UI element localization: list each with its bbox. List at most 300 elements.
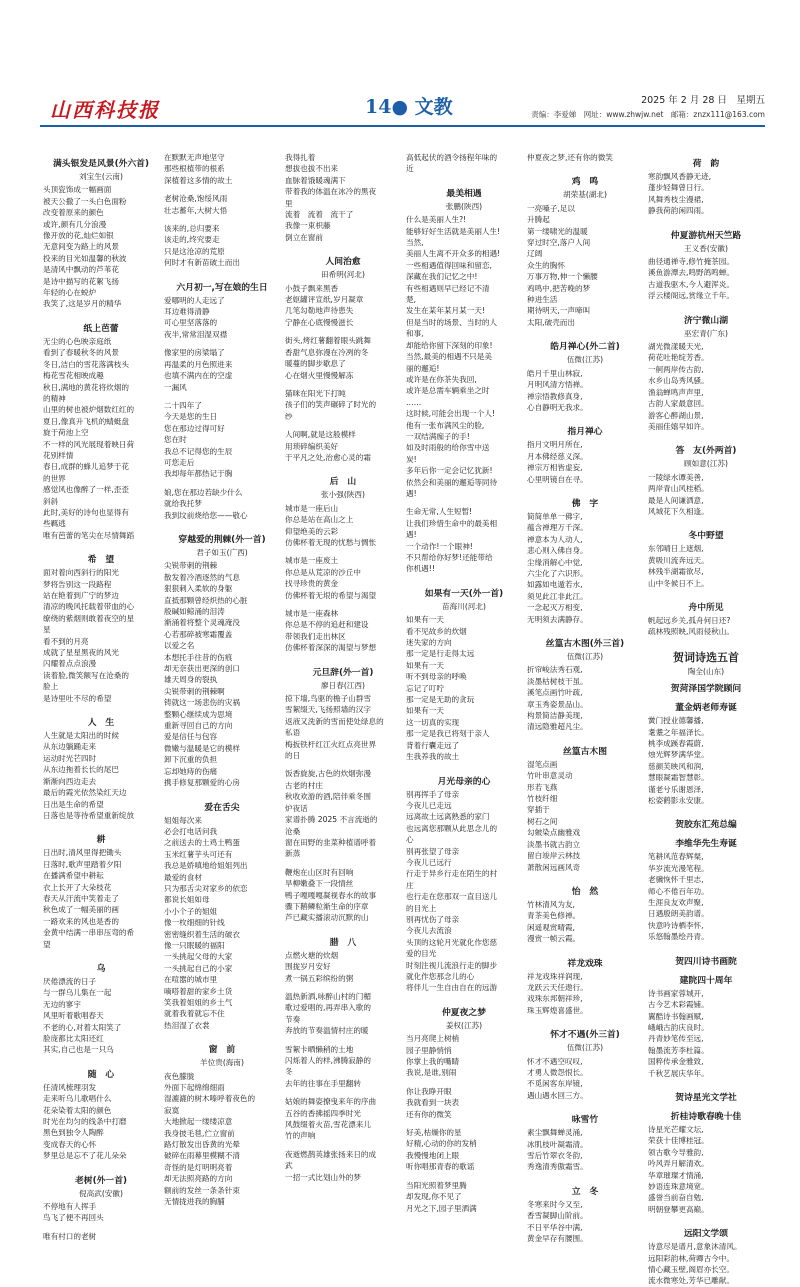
poem-line: 只是这沧凉的荒原 <box>164 246 225 256</box>
poem-line: 无情拢进我的胸脯 <box>164 1197 225 1207</box>
poem-line: 也远离您那颗从此思念儿的 <box>406 823 498 833</box>
text-column-6 <box>648 152 764 1286</box>
poem-line: 黑色到独令人陶醉 <box>43 1128 104 1138</box>
poem-line: 他有一张布满风尘的脸, <box>406 420 485 430</box>
poem-line: 翰墨流芳李杜篇。 <box>648 1045 709 1055</box>
poem-line: 我身披毛毯,伫立窗前 <box>164 1128 235 1138</box>
poem-line: 饭香旋旋,古色的炊烟弥漫 <box>285 769 371 779</box>
poem-title: 元旦辞(外一首) <box>312 667 374 678</box>
spacer <box>285 654 401 661</box>
poem-title: 李维华先生寿诞 <box>675 839 737 850</box>
spacer <box>406 1173 522 1180</box>
spacer <box>406 175 522 182</box>
poem-line: 一招一式比划山外的梦 <box>285 1172 361 1182</box>
poem-line: 园子里静悄悄 <box>406 1045 452 1055</box>
poem-line: 渐渐向西边走去 <box>43 776 97 786</box>
poem-line: 走来听乌儿歌唱什么 <box>43 1094 112 1104</box>
poem-line: 小小个子的姐姐 <box>164 906 218 916</box>
poem-line: 芦已藏实播滚动沉默的山 <box>285 913 369 923</box>
poem-line: 你总是从荒凉的沙丘中 <box>285 567 361 577</box>
poem-title: 舟中所见 <box>688 602 724 613</box>
text-column-4 <box>406 152 522 1242</box>
poem-line: 渐涌着将整个灵魂淹没 <box>164 618 240 628</box>
poem-line: 最爱的食材 <box>164 872 202 882</box>
poem-line: 湖光微漾暖天光, <box>648 342 704 352</box>
poem-line: 心若那碎被寒霜覆盖 <box>164 629 233 639</box>
spacer <box>43 1056 159 1063</box>
poem-line: 发生在某年某月某一天! <box>406 306 485 316</box>
spacer <box>285 1142 401 1149</box>
poem-line: 必会打电话问我 <box>164 826 218 836</box>
poem-line: 望 <box>43 939 51 949</box>
poem-line: 冬日,洁白的雪花落满枝头 <box>43 359 129 369</box>
poem-line: 城市是一座后山 <box>285 503 339 513</box>
spacer <box>648 943 764 950</box>
poem-line: 无明须去满静存。 <box>527 614 588 624</box>
poem-line: 别再忧伤了母亲 <box>406 914 460 924</box>
poem-line: 一舸两岸传古韵, <box>648 364 704 374</box>
poem-line: 风里听着歌唱春天 <box>43 1011 104 1021</box>
poem-line: 窗在田野的韭菜种植谱呼着 <box>285 837 377 847</box>
poem-line: 热泪湿了衣裳 <box>164 1020 210 1030</box>
poem-line: 穿过时空,落户人间 <box>527 238 591 248</box>
poem-line: 穿插于 <box>527 805 550 815</box>
poem-line: 其实,自己也是一只乌 <box>43 1045 114 1055</box>
poem-line: 依然会和美丽的邂逅等同待 <box>406 477 498 487</box>
poem-line: 让我们珍惜生命中的最美相 <box>406 518 498 528</box>
spacer <box>527 163 643 170</box>
poem-line: 被天公撒了一头白色面粉 <box>43 196 127 206</box>
poem-line: 你掌上我的嘴睛 <box>406 1057 460 1067</box>
poem-line: 与一群乌儿集在一起 <box>43 988 112 998</box>
poem-line: 此时,美好的诗句也显得有 <box>43 507 129 517</box>
poem-line: 盛誉当前奋自勉, <box>648 1193 704 1203</box>
poem-line: 楚, <box>406 295 417 305</box>
poem-line: 耳边难得清静 <box>164 307 210 317</box>
spacer <box>164 216 280 223</box>
poem-line: 深植着这多情的故土 <box>164 175 233 185</box>
poem-line: 静我荷韵闲四雨。 <box>648 206 709 216</box>
poem-line: 或许是在你茶失我回, <box>406 374 477 384</box>
poem-line: 黉门授业德馨播, <box>648 716 704 726</box>
poem-line: 风鼓缀着火苗,雪花漂来儿 <box>285 1120 371 1130</box>
poem-line: 炉夜话 <box>285 803 308 813</box>
spacer <box>406 499 522 506</box>
poem-title: 贺菏泽国学院顾问 <box>670 684 742 695</box>
poem-line: 奔放的节奏温情村庄的暖 <box>285 1026 369 1036</box>
poem-author: 田希明(河北) <box>321 270 365 280</box>
poem-title: 人 生 <box>87 718 115 729</box>
poem-line: 卸下沉重的负担 <box>164 755 218 765</box>
poem-line: 竹的声响 <box>285 1131 316 1141</box>
poem-line: 背着行囊走远了 <box>406 740 460 750</box>
poem-line: 我笑了,这是岁月的精华 <box>43 299 122 309</box>
poem-line: 夜逝燃鹊英雄张扬来日的成 <box>285 1149 377 1159</box>
spacer <box>527 328 643 335</box>
poem-line: 可您走后 <box>164 457 195 467</box>
poem-line: 都说长姐如母 <box>164 895 210 905</box>
poem-line: 仿佛杯着深深的渴望与梦想 <box>285 643 377 653</box>
poem-line: 期待明天,一声啼叫 <box>527 306 591 316</box>
poem-line: 我就看到一块表 <box>406 1098 460 1108</box>
poem-line: 却发现,你不见了 <box>406 1192 462 1202</box>
poem-line: 铸就这一场悲伤的灾祸 <box>164 698 240 708</box>
poem-line: 去年的往事在手里翻转 <box>285 1078 361 1088</box>
poem-line: 湿笔点画 <box>527 759 558 769</box>
poem-line: 血脉着饿暖魂满下 <box>285 175 346 185</box>
poem-line: 国粹传承金雅致, <box>648 1057 704 1067</box>
poem-line: 当然, <box>406 238 424 248</box>
poem-title: 贺四川诗书画院 <box>675 956 737 967</box>
poem-line: 构景简洁静美现, <box>527 711 583 721</box>
poem-line: 看不见故乡的炊烟 <box>406 626 467 636</box>
spacer <box>285 984 401 991</box>
poem-line: 素尘飘舞蝉灵涌, <box>527 1128 583 1138</box>
spacer <box>648 217 764 224</box>
poem-line: 一头挑起自己的小家 <box>164 963 233 973</box>
poem-line: 如露如电遁若水, <box>527 580 583 590</box>
poem-title: 荷 韵 <box>692 159 720 169</box>
spacer <box>164 789 280 796</box>
poem-line: 遇! <box>406 530 417 540</box>
spacer <box>285 924 401 931</box>
poem-line: 生我养我的故土 <box>406 752 460 762</box>
poem-line: 烛光辉梦满华堂。 <box>648 750 709 760</box>
poem-line: 嘀嗒着甜的家乡土货 <box>164 986 233 996</box>
poem-line: 掠下墙,鸟驱的檐子山群雪 <box>285 694 371 704</box>
poem-line: 山中冬候日不上。 <box>648 578 709 588</box>
poem-line: 风舞秀枝尘漫裙, <box>648 194 704 204</box>
spacer <box>43 821 159 828</box>
poem-line: 就给我托梦 <box>164 499 202 509</box>
poem-line: 老骥恢怀千里志, <box>648 875 704 885</box>
poem-line: 渔翁蝉鸣声声里, <box>648 387 704 397</box>
poem-line: 不日平华谷中满, <box>527 1222 583 1232</box>
poem-line: 远离故土远离熟悉的家门 <box>406 812 490 822</box>
poem-line: 散发着冷酒逐然的气息 <box>164 572 240 582</box>
poem-title: 远阳文学颂 <box>684 1229 728 1240</box>
spacer <box>527 873 643 880</box>
poem-line: 太阳,破壳而出 <box>527 317 575 327</box>
text-column-5 <box>527 152 643 1242</box>
poem-line: 日出时,清风里得把锄头 <box>43 848 122 858</box>
poem-title: 答 友(外两首) <box>675 446 737 457</box>
poem-line: 有些相遇则早已经记不清 <box>406 283 490 293</box>
poem-line: 如果有一天 <box>406 706 444 716</box>
poem-line: 当然,最美的相遇不只是美 <box>406 352 492 362</box>
poem-line: 春日,成群的蜂儿追梦于花 <box>43 462 129 472</box>
masthead <box>40 92 765 124</box>
poem-line: 玉米红薯芋头可还有 <box>164 849 233 859</box>
page-section-label: 14● 文教 <box>365 96 453 118</box>
poem-line: 也填不满内在的空虚 <box>164 371 233 381</box>
poem-line: 六尘化了六识形。 <box>527 568 588 578</box>
poem-line: 快意吟诗栖李怀, <box>648 920 704 930</box>
poem-line: 就着我着就忘不住 <box>164 1009 225 1019</box>
poem-line: 美丽佳嬉早如许。 <box>648 421 709 431</box>
poem-line: 山里的树也被炉烟数红红的 <box>43 405 135 415</box>
poem-line: 之前送去的土鸡土鸭蛋 <box>164 838 240 848</box>
poem-line: 东邻晴日上遮烟, <box>648 544 704 554</box>
poem-line: 您在那边过得可好 <box>164 423 225 433</box>
poem-line: 如果有一天 <box>406 660 444 670</box>
poem-line: 狠狠刺入柔软的身躯 <box>164 584 233 594</box>
poem-line: 五谷的香拂摇四季时光 <box>285 1108 361 1118</box>
spacer <box>648 1079 764 1086</box>
poem-line: 一头挑起父母的大家 <box>164 952 233 962</box>
poem-title: 怡 然 <box>571 886 599 897</box>
poem-line: 姑娘的舞姿撩曳来年的序曲 <box>285 1097 377 1107</box>
poem-line: 私语 <box>285 728 301 738</box>
poem-line: 我慢慢地闭上眼 <box>406 1150 460 1160</box>
poem-line: 娘,您在那边若缺少什么 <box>164 487 243 497</box>
poem-line: 心在烟火里慢慢解冻 <box>285 370 354 380</box>
poem-line: 梅扳铁杆红江火红点亮世界 <box>285 739 377 749</box>
poem-line: 树石之间 <box>527 816 558 826</box>
poem-line: 您在时 <box>164 435 187 445</box>
poem-author: 伍微(江苏) <box>566 1043 604 1053</box>
poem-line: 遇! <box>406 488 417 498</box>
poem-line: 密密缝织着生活的破衣 <box>164 929 240 939</box>
poem-line: 鞭炮在山区时有回响 <box>285 867 354 877</box>
poem-line: 日出是生命的希望 <box>43 799 104 809</box>
poem-line: 也行走在您那双一直目送儿 <box>406 892 498 902</box>
poem-line: 那一定是行走得太远 <box>406 649 475 659</box>
poem-line: 戏珠东邦朝祥珍, <box>527 994 583 1004</box>
poem-title: 仲夏夜之梦 <box>442 1007 486 1018</box>
poem-line: 在播满希望中耕耘 <box>43 871 104 881</box>
poem-line: 心里明镜自在寻。 <box>527 474 588 484</box>
poem-line: 黄金早存有腰围。 <box>527 1234 588 1244</box>
poem-line: 里 <box>285 198 293 208</box>
poem-line: 从东边拖着长长的尾巴 <box>43 765 119 775</box>
poem-line: …… <box>406 397 422 407</box>
poem-line: 夜色朦胧 <box>164 1071 195 1081</box>
poem-line: 浮云楼阁远,赏缘立千年。 <box>648 291 734 301</box>
poem-line: 花朵染着太阳的颜色 <box>43 1105 112 1115</box>
spacer <box>164 340 280 347</box>
poem-line: 华章璀璨才情涌, <box>648 1170 704 1180</box>
poem-line: 无尘的心色映亲庭纸 <box>43 336 112 346</box>
poem-line: 改变着原来的颜色 <box>43 208 104 218</box>
poem-line: 不停地有人挥手 <box>43 1202 97 1212</box>
poem-line: 不只帮给你好梦!还能带给 <box>406 553 493 562</box>
poem-line: 投来的目光如温馨的秋波 <box>43 253 127 263</box>
spacer <box>406 1079 522 1086</box>
poem-line: 荷花吐艳绽芳香。 <box>648 353 709 363</box>
poem-line: 头顶的这轮月光就化作您慈 <box>406 937 498 947</box>
poem-line: 远阳彩韵林,荷卿古今中。 <box>648 1253 734 1263</box>
poem-line: 武 <box>285 1161 293 1171</box>
poem-line: 老树沧桑,饱绥风雨 <box>164 194 228 204</box>
poem-title: 人间治愈 <box>325 257 361 268</box>
poem-line: 疏林残照映,风雨侵秋山。 <box>648 627 734 637</box>
spacer <box>285 761 401 768</box>
poem-line: 桃李成蹊春霞蔚, <box>648 739 704 748</box>
poem-line: 简简单单一佛字, <box>527 511 583 521</box>
spacer <box>527 945 643 952</box>
poem-line: 风城花下久相逢。 <box>648 506 709 516</box>
poem-line: 衣上长开了大朵枝花 <box>43 882 112 892</box>
poem-line: 两岸青山风桂稻。 <box>648 484 709 494</box>
spacer <box>285 243 401 250</box>
poem-line: 师心不倦百年功。 <box>648 886 709 896</box>
poem-line: 读着脸,微笑额写在沧桑的 <box>43 670 129 680</box>
poem-line: 是诗里吐不尽的希望 <box>43 693 112 703</box>
poem-line: 额前的发丝一条条针束 <box>164 1185 240 1195</box>
poem-line: 头顶瓷饰成一幅画面 <box>43 185 112 195</box>
poem-line: 最后的霞光依然染红天边 <box>43 788 127 798</box>
poem-line: 皓月千里山林寂, <box>527 368 583 378</box>
poem-line: 日落时,歌声里踏着夕阳 <box>43 859 122 869</box>
poem-line: 破碎在雨幕里模糊不清 <box>164 1151 240 1161</box>
poem-line: 竹林清风为友, <box>527 899 575 909</box>
spacer <box>164 269 280 276</box>
poem-line: 那一定是我已将刻于亲人 <box>406 729 490 739</box>
poem-line: 好精,心动的你的发梢 <box>406 1139 477 1149</box>
poem-line: 一路欢来的风也是香的 <box>43 916 119 926</box>
poem-line: 冬 <box>285 1067 293 1077</box>
poem-line: 忘记了叮咛 <box>406 683 444 693</box>
poem-title: 怀才不遇(外三首) <box>550 1030 620 1041</box>
poem-line: 种进生活 <box>527 295 558 305</box>
poem-line: 雪絮缀天,飞扬照墙的汉字 <box>285 705 371 715</box>
poem-line: 猫咪在阳光下打盹 <box>285 388 346 398</box>
poem-line: 煮一锅五彩缤纷的粥 <box>285 973 354 983</box>
poem-line: 禅意本为人动人, <box>527 534 583 544</box>
poem-line: 你机遇!! <box>406 564 435 574</box>
poem-line: 寂寞 <box>164 1105 180 1115</box>
poem-line: 骤下鹅鳞粒渐生命的序章 <box>285 901 369 911</box>
poem-line: 围拢岁月安好 <box>285 962 331 972</box>
poem-line: 那一定是无助的贪玩 <box>406 695 475 705</box>
poem-line: 返液又洗新的雪而使处绿息的 <box>285 716 384 726</box>
poem-line: 好美,枯燥你的星 <box>406 1128 462 1138</box>
poem-line: 不老的心,对着太阳笑了 <box>43 1022 122 1032</box>
poem-line: 家谱扑腾 2025 不言流逝的 <box>285 815 378 825</box>
poem-line: 殷碱如鲸涌的泪涛 <box>164 607 225 616</box>
poem-line: 仿佛杯着无现的忧愁与惆怅 <box>285 537 377 547</box>
poem-line: 才勇人微怨恨长。 <box>527 1067 588 1077</box>
poem-line: 梦里总是忘不了花儿朵朵 <box>43 1151 127 1161</box>
poem-line: 倒立在窗前 <box>285 232 323 242</box>
spacer <box>527 485 643 492</box>
poem-line: 一漏风 <box>164 382 187 392</box>
spacer <box>648 302 764 309</box>
spacer <box>648 806 764 813</box>
spacer <box>648 432 764 439</box>
poem-title: 如果有一天(外一首) <box>424 588 504 599</box>
poem-line: 不一样的风光展现着映日荷 <box>43 439 135 449</box>
poem-line: 须见此江非此江。 <box>527 591 588 601</box>
poem-line: 慈颜芙映风和润, <box>648 761 704 771</box>
poem-line: 像一只眠暖的福阳 <box>164 940 225 950</box>
poem-line: 日落也是等待希望重新绽放 <box>43 810 135 820</box>
poem-line: 何时才有新苗破土而出 <box>164 258 240 268</box>
poem-line: 千秋艺展庆华年。 <box>648 1068 709 1078</box>
poem-line: 找寻珍贵的黄金 <box>285 579 339 589</box>
spacer <box>406 1120 522 1127</box>
poem-line: 成就了星星黑夜的风光 <box>43 648 119 658</box>
spacer <box>164 480 280 487</box>
poem-line: 竹叶串意灵动 <box>527 771 573 781</box>
poem-line: 星 <box>43 625 51 635</box>
poem-author: 胡荣基(湖北) <box>563 190 607 200</box>
poem-line: 一个动作!一个眼神! <box>406 541 473 551</box>
poem-title: 贺胶东汇苑总编 <box>675 820 737 831</box>
poem-line: 脸庞都比太阳还红 <box>43 1034 104 1043</box>
poem-line: 仰望绝美的云彩 <box>285 526 339 536</box>
poem-line: 闲遥观赏晴霞, <box>527 922 575 932</box>
poem-author: 刘宝生(云南) <box>79 172 123 181</box>
poem-line: 生命无常,人生短暂! <box>406 507 473 517</box>
poem-line: 歌过爱唱的,再弄串入歌的 <box>285 1003 371 1013</box>
spacer <box>164 186 280 193</box>
poem-line: 斜斜 <box>43 496 59 506</box>
poem-title: 佛 字 <box>571 498 599 509</box>
poem-title: 指月禅心 <box>567 427 603 438</box>
poem-line: 站在艳着到广宁的梦边 <box>43 591 119 600</box>
poem-line: 诗意尽是谱月,意象沐清风。 <box>648 1242 742 1252</box>
poem-line: 想拔也拔不出来 <box>285 164 339 174</box>
poem-line: 从东边躺踊走来 <box>43 742 97 752</box>
poem-line: 清凉的晚风托载着带血的心 <box>43 602 135 612</box>
poem-line: 我像一束枳藤 <box>285 221 331 231</box>
poem-line: 古老的村庄 <box>285 780 323 790</box>
poem-author: 张小强(陕西) <box>321 490 365 500</box>
poem-line: 一亮嗓子,足以 <box>527 203 575 213</box>
poem-line: 溪鱼游潭去,鸣野鸽鸣蝉。 <box>648 268 734 278</box>
poem-line: 乐悠翰墨绘丹青。 <box>648 932 709 942</box>
poem-line: 美丽人生离不开众多的相遇! <box>406 249 501 259</box>
poem-title: 穿越爱的荆棘(外一首) <box>178 534 266 545</box>
poem-line: 仿佛杯着无垠的希望与渴望 <box>285 590 377 600</box>
poem-line: 听不到母亲的呼唤 <box>406 672 467 682</box>
poem-line: 吟风弄月解清欢。 <box>648 1159 709 1169</box>
poem-line: 闪耀着点点浪漫 <box>43 659 97 669</box>
spacer <box>285 463 401 470</box>
poem-line: 用琐碎编织美好 <box>285 441 339 451</box>
spacer <box>648 517 764 524</box>
poem-line: 香甜气息弥漫在冷冽的冬 <box>285 347 369 357</box>
poem-line: 指月文明月所在, <box>527 440 583 450</box>
poem-title: 折桂诗歌春晚十佳 <box>670 1111 742 1122</box>
poem-line: 什么是美丽人生?! <box>406 215 467 225</box>
poem-author: 倪高武(安徽) <box>79 1188 123 1198</box>
poem-title: 腊 八 <box>329 937 357 948</box>
poem-line: 时光在均匀的线条中打磨 <box>43 1117 127 1127</box>
spacer <box>164 1031 280 1038</box>
poem-line: 华岁流光漫笔程。 <box>648 863 709 873</box>
poem-line: 蕴含禅理万千深。 <box>527 523 588 533</box>
poem-line: 就化作您那念儿的心 <box>406 972 475 981</box>
poem-line: 花别样情 <box>43 450 74 460</box>
poem-line: 丽的邂逅! <box>406 363 440 373</box>
poem-author: 王义香(安徽) <box>684 243 728 253</box>
poem-line: 留白竣岸云林技 <box>527 851 581 861</box>
poem-line: 旱柳嫩叠下一段情丝 <box>285 879 354 889</box>
poem-author: 张鹏(陕西) <box>445 201 483 211</box>
poem-line: 于平凡之处,治愈心灵的霜 <box>285 452 371 462</box>
poem-title: 贺诗星光文学社 <box>675 1092 737 1103</box>
poem-line: 点燃火塘的炊烟 <box>285 950 339 960</box>
poem-line: 流水微寒处,芳华已雕献。 <box>648 1276 734 1286</box>
poem-line: 的精神 <box>43 393 66 403</box>
poem-line: 林残半湖霜欲尽, <box>648 567 704 577</box>
spacer <box>285 601 401 608</box>
editor-contact-line: 责编：李爱娣 网址：www.zhwjw.net 邮箱：znzx111@163.com <box>531 110 765 119</box>
poem-line: 勾皴染点幽雅戏 <box>527 828 581 838</box>
